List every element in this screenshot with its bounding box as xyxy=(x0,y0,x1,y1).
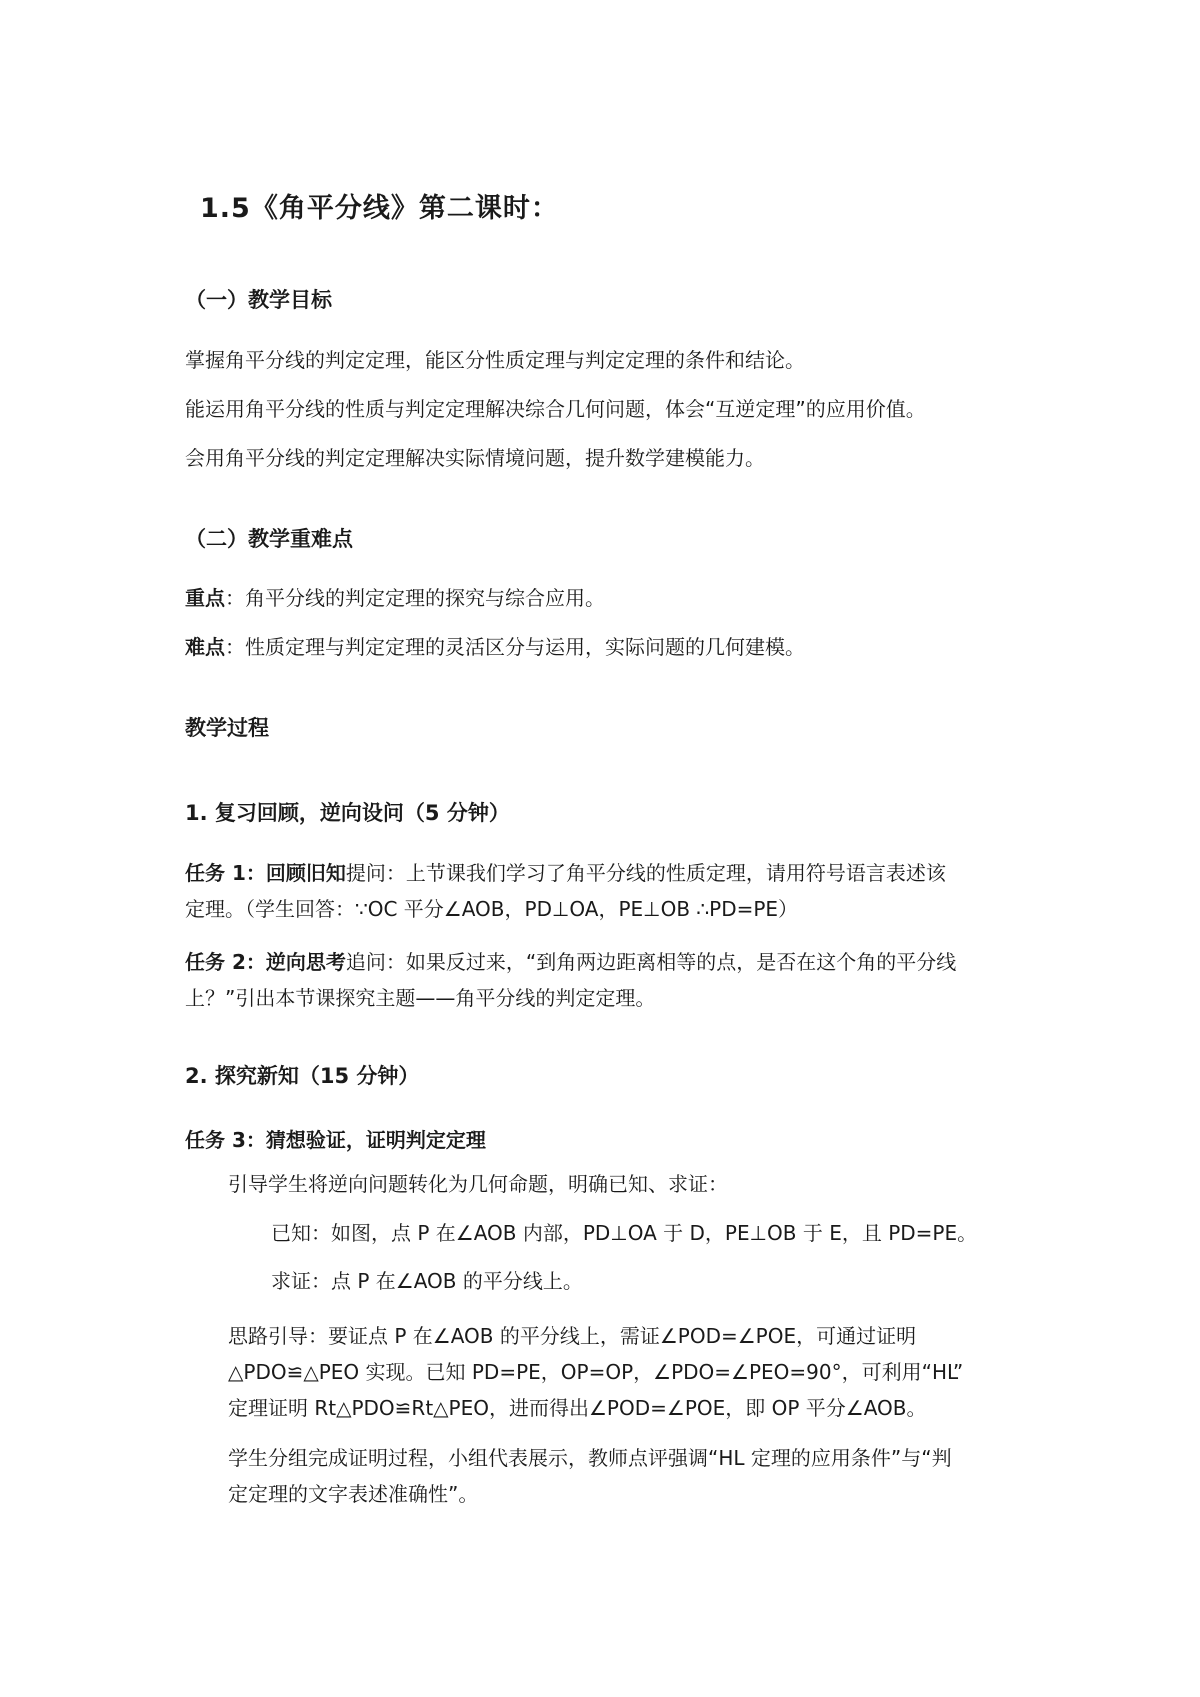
section-heading-key-points: （二）教学重难点 xyxy=(185,527,353,551)
task1-line1: 提问：上节课我们学习了角平分线的性质定理，请用符号语言表述该 xyxy=(345,861,946,885)
idea-line3: 定理证明 Rt△PDO≌Rt△PEO，进而得出∠POD=∠POE，即 OP 平分∠AOB。 xyxy=(228,1396,927,1420)
task2-paragraph xyxy=(185,944,1037,1016)
idea-line2: △PDO≌△PEO 实现。已知 PD=PE，OP=OP，∠PDO=∠PEO=90°，可利用“HL” xyxy=(228,1360,964,1384)
task2-label: 任务 2：逆向思考 xyxy=(185,950,346,974)
difficult-point xyxy=(185,636,805,658)
idea-line1: 思路引导：要证点 P 在∠AOB 的平分线上，需证∠POD=∠POE，可通过证明 xyxy=(228,1324,917,1348)
objective-item: 会用角平分线的判定定理解决实际情境问题，提升数学建模能力。 xyxy=(185,446,765,470)
group-line1: 学生分组完成证明过程，小组代表展示，教师点评强调“HL 定理的应用条件”与“判 xyxy=(228,1446,952,1470)
objective-item: 掌握角平分线的判定定理，能区分性质定理与判定定理的条件和结论。 xyxy=(185,348,805,372)
page-title: 1.5《角平分线》第二课时： xyxy=(200,193,559,224)
objective-item: 能运用角平分线的性质与判定定理解决综合几何问题，体会“互逆定理”的应用价值。 xyxy=(185,397,926,421)
part1-heading: 1. 复习回顾，逆向设问（5 分钟） xyxy=(185,801,510,825)
difficult-point-text: ：性质定理与判定定理的灵活区分与运用，实际问题的几何建模。 xyxy=(225,635,805,659)
part2-heading: 2. 探究新知（15 分钟） xyxy=(185,1064,420,1088)
given-text: 已知：如图，点 P 在∠AOB 内部，PD⊥OA 于 D，PE⊥OB 于 E，且 PD=PE。 xyxy=(271,1221,978,1245)
group-paragraph xyxy=(228,1440,1038,1512)
section-heading-objectives: （一）教学目标 xyxy=(185,288,332,312)
process-heading: 教学过程 xyxy=(185,716,269,740)
task2-line2: 上？”引出本节课探究主题——角平分线的判定定理。 xyxy=(185,986,656,1010)
difficult-point-label: 难点 xyxy=(185,635,225,659)
prove-text: 求证：点 P 在∠AOB 的平分线上。 xyxy=(271,1269,583,1293)
idea-paragraph xyxy=(228,1318,1038,1426)
group-line2: 定定理的文字表述准确性”。 xyxy=(228,1482,479,1506)
task2-line1: 追问：如果反过来，“到角两边距离相等的点，是否在这个角的平分线 xyxy=(345,950,957,974)
guide-text: 引导学生将逆向问题转化为几何命题，明确已知、求证： xyxy=(228,1172,728,1196)
key-point xyxy=(185,587,605,609)
key-point-text: ：角平分线的判定定理的探究与综合应用。 xyxy=(225,586,605,610)
task3-heading: 任务 3：猜想验证，证明判定定理 xyxy=(185,1128,486,1152)
task1-line2: 定理。（学生回答：∵OC 平分∠AOB，PD⊥OA，PE⊥OB ∴PD=PE） xyxy=(185,897,799,921)
key-point-label: 重点 xyxy=(185,586,225,610)
task1-label: 任务 1：回顾旧知 xyxy=(185,861,346,885)
task1-paragraph xyxy=(185,855,1037,927)
